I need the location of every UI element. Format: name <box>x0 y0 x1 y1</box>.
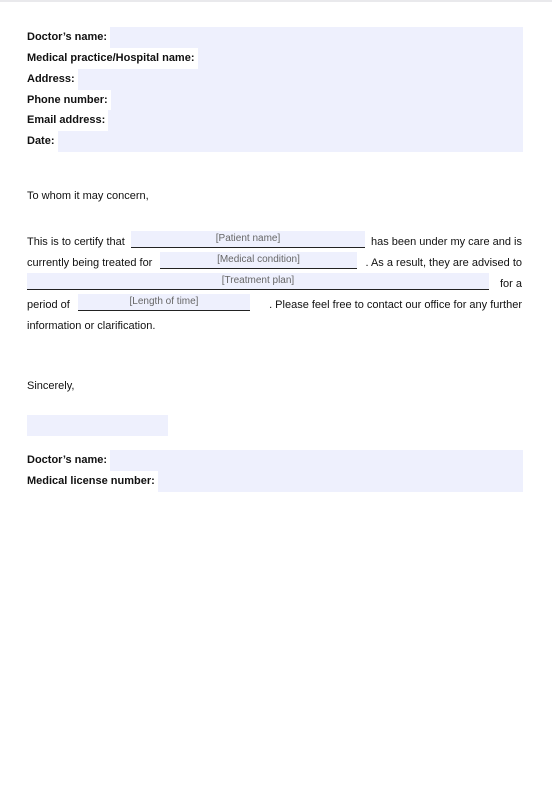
footer-doctor-name-label: Doctor’s name: <box>27 450 110 471</box>
license-number-field[interactable] <box>158 471 523 492</box>
salutation: To whom it may concern, <box>27 190 149 202</box>
footer-doctor-name-field[interactable] <box>110 450 523 471</box>
email-label: Email address: <box>27 110 108 131</box>
doctor-name-row <box>27 27 523 48</box>
medical-condition-field[interactable]: [Medical condition] <box>160 252 357 269</box>
treatment-plan-field[interactable]: [Treatment plan] <box>27 273 489 290</box>
body-text-2b: . As a result, they are advised to <box>365 257 522 269</box>
body-text-4b: . Please feel free to contact our office for any further <box>269 299 522 311</box>
body-text-2a: currently being treated for <box>27 257 153 269</box>
doctor-name-field[interactable] <box>110 27 523 48</box>
email-field[interactable] <box>108 110 523 131</box>
phone-row <box>27 90 523 111</box>
date-row <box>27 131 523 152</box>
date-field[interactable] <box>58 131 523 152</box>
hospital-name-row <box>27 48 523 69</box>
signature-field[interactable] <box>27 415 168 436</box>
hospital-name-field[interactable] <box>198 48 524 69</box>
body-text-3b: for a <box>499 278 522 290</box>
body-text-5: information or clarification. <box>27 320 156 332</box>
hospital-name-label: Medical practice/Hospital name: <box>27 48 198 69</box>
address-field[interactable] <box>78 69 523 90</box>
body-text-1b: has been under my care and is <box>370 236 522 248</box>
phone-field[interactable] <box>111 90 523 111</box>
closing: Sincerely, <box>27 380 75 392</box>
body-text-4a: period of <box>27 299 70 311</box>
license-number-row <box>27 471 523 492</box>
address-label: Address: <box>27 69 78 90</box>
date-label: Date: <box>27 131 58 152</box>
email-row <box>27 110 523 131</box>
phone-label: Phone number: <box>27 90 111 111</box>
license-number-label: Medical license number: <box>27 471 158 492</box>
doctor-name-label: Doctor’s name: <box>27 27 110 48</box>
body-text-1a: This is to certify that <box>27 236 125 248</box>
address-row <box>27 69 523 90</box>
footer-doctor-name-row <box>27 450 523 471</box>
patient-name-field[interactable]: [Patient name] <box>131 231 365 248</box>
length-of-time-field[interactable]: [Length of time] <box>78 294 250 311</box>
